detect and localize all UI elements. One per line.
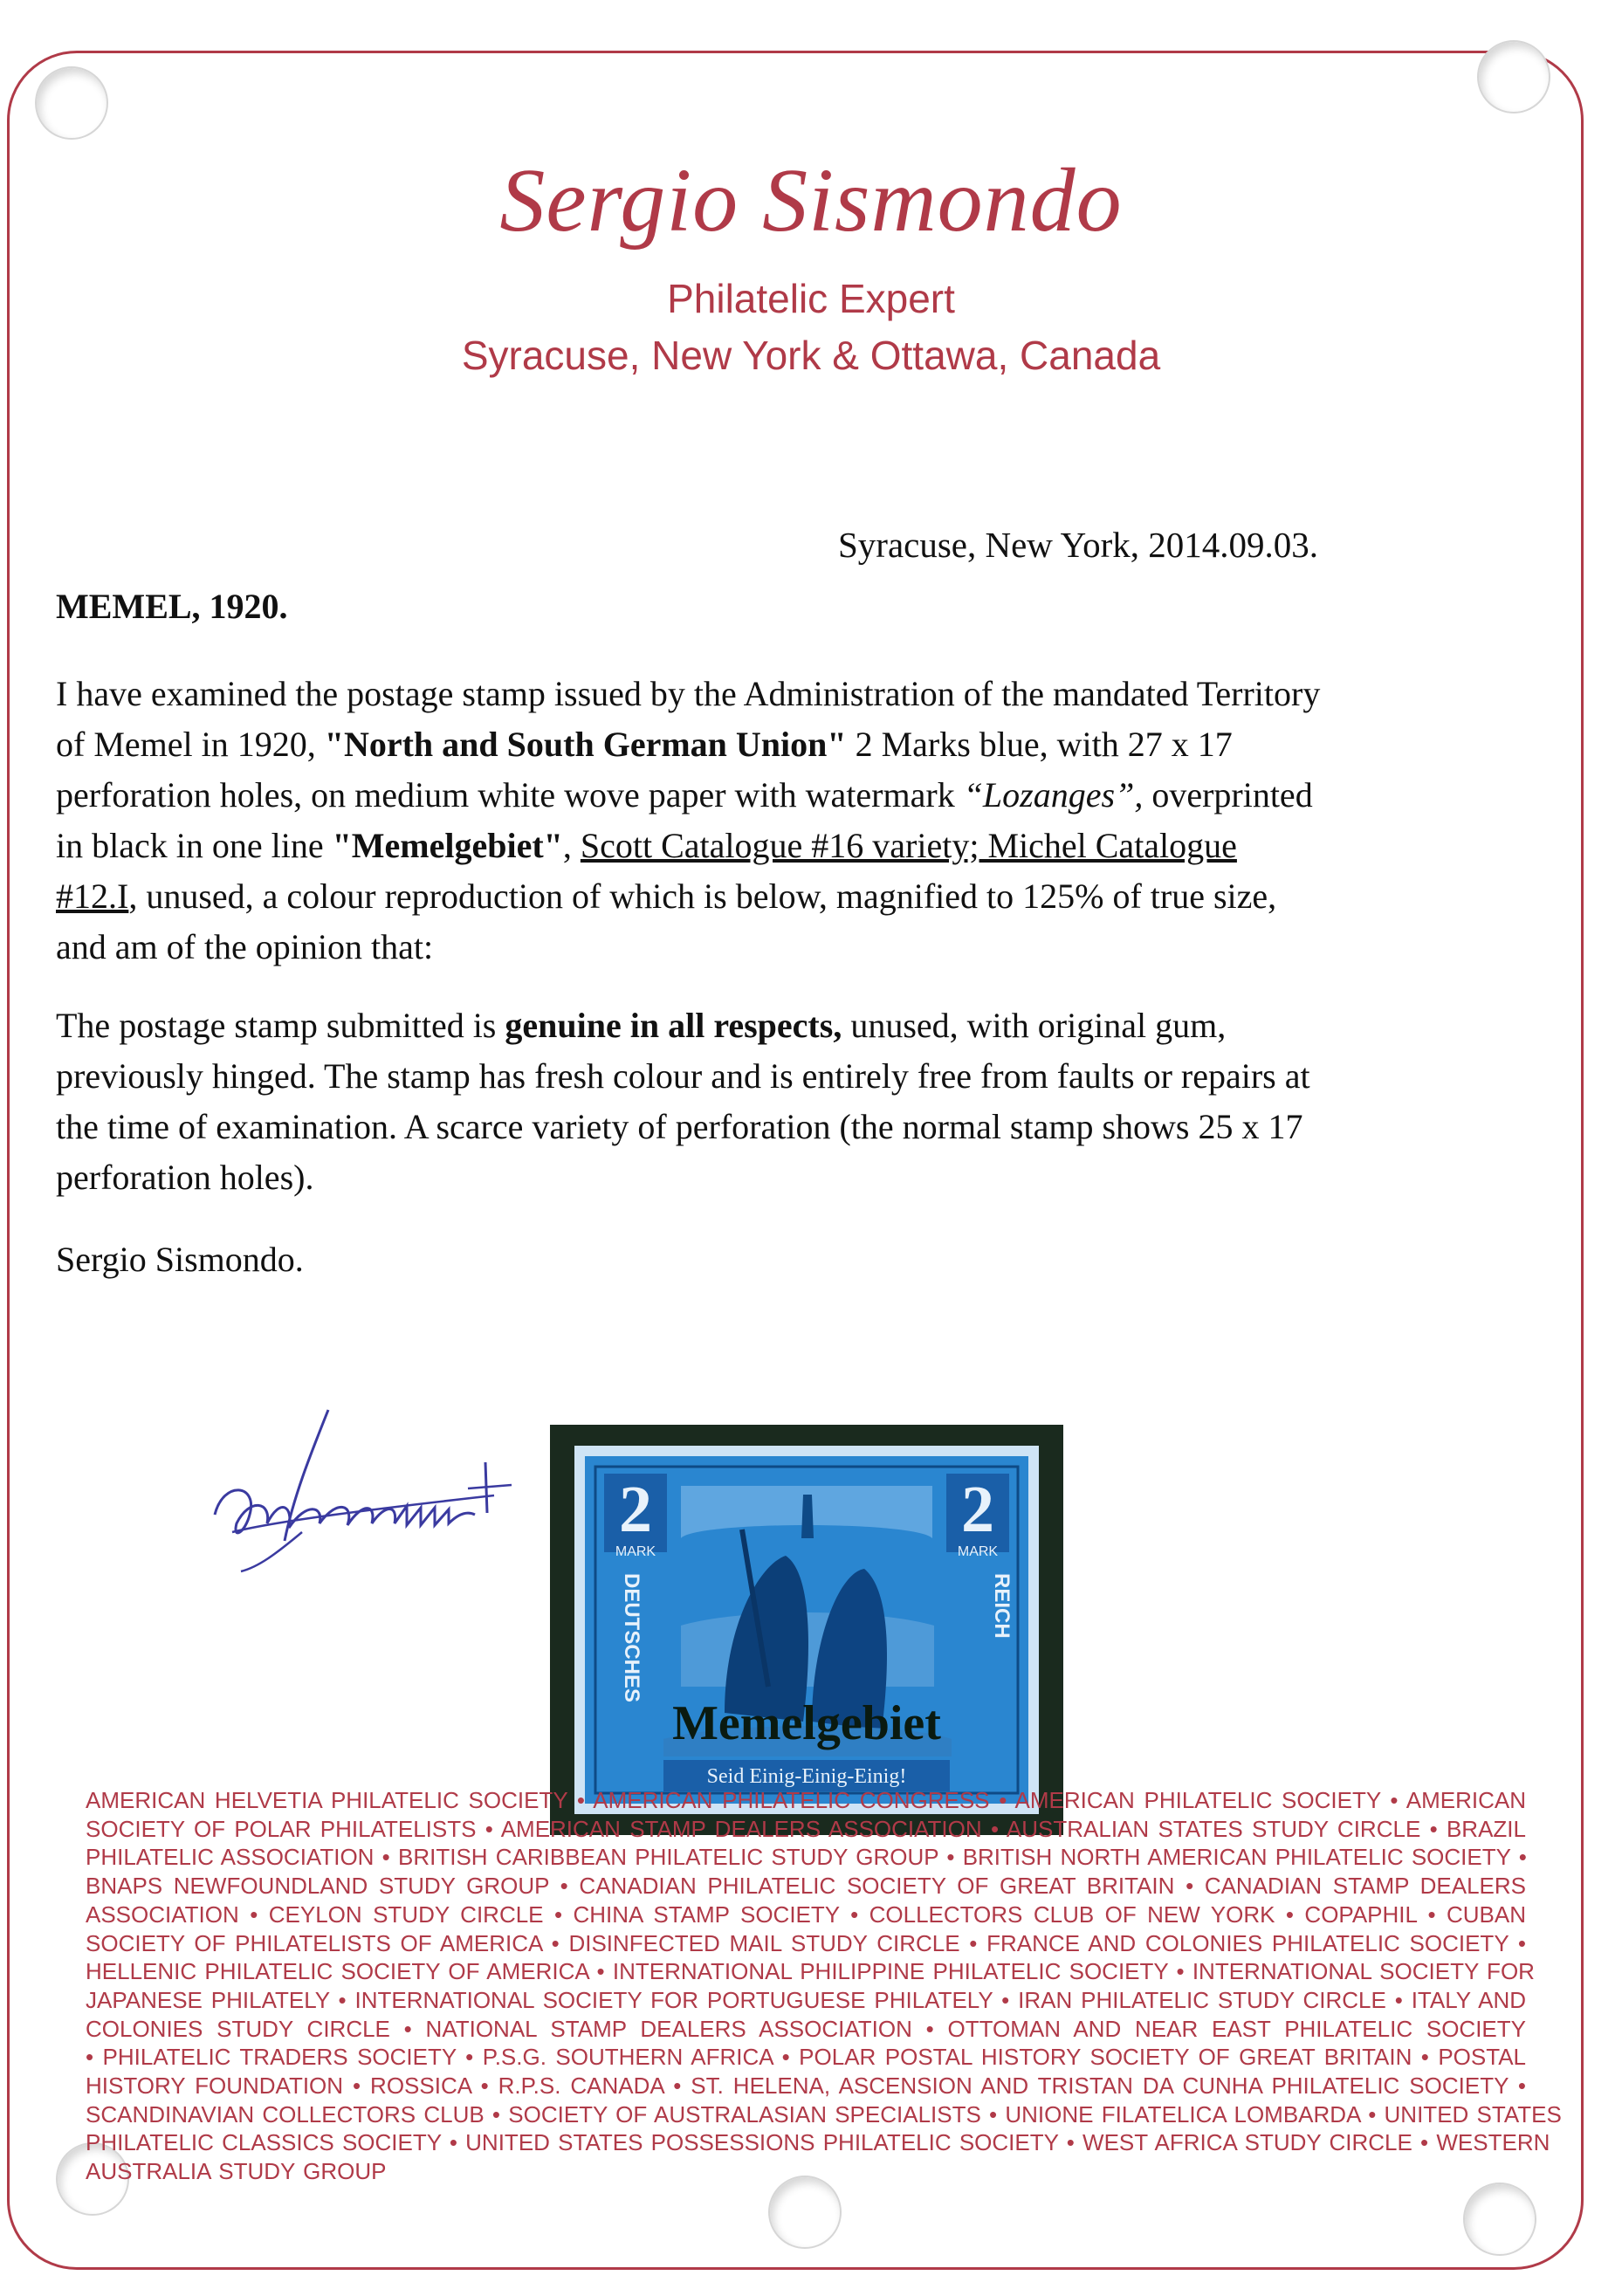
- catalogue-reference: Scott Catalogue #16 variety; Michel Catalogue: [580, 826, 1237, 865]
- opinion-paragraph: [56, 1000, 1310, 1203]
- handwritten-signature: [197, 1401, 564, 1576]
- societies-row: SOCIETY OF PHILATELISTS OF AMERICA • DISINFECTED MAIL STUDY CIRCLE • FRANCE AND COLONIES PHILATELIC SOCIETY •: [86, 1929, 1526, 1956]
- mark-left: MARK: [615, 1544, 656, 1559]
- societies-row: COLONIES STUDY CIRCLE • NATIONAL STAMP DEALERS ASSOCIATION • OTTOMAN AND NEAR EAST PHILATELIC SOCIETY: [86, 2015, 1526, 2042]
- paragraph-line: #12.I, unused, a colour reproduction of which is below, magnified to 125% of true size,: [56, 876, 1277, 916]
- paragraph-line: perforation holes, on medium white wove paper with watermark “Lozanges”, overprinted: [56, 775, 1313, 815]
- societies-row: HELLENIC PHILATELIC SOCIETY OF AMERICA • INTERNATIONAL PHILIPPINE PHILATELIC SOCIETY • INTERNATIONAL SOCIETY FOR: [86, 1958, 1535, 1985]
- societies-row: AUSTRALIA STUDY GROUP: [86, 2158, 387, 2185]
- societies-row: AMERICAN HELVETIA PHILATELIC SOCIETY • AMERICAN PHILATELIC CONGRESS • AMERICAN PHILATELIC SOCIETY • AMERICAN: [86, 1787, 1526, 1813]
- societies-row: BNAPS NEWFOUNDLAND STUDY GROUP • CANADIAN PHILATELIC SOCIETY OF GREAT BRITAIN • CANADIAN STAMP DEALERS: [86, 1873, 1526, 1900]
- verdict: genuine in all respects,: [505, 1006, 842, 1045]
- punch-hole-top-right: [1477, 40, 1550, 113]
- place-and-date: Syracuse, New York, 2014.09.03.: [838, 525, 1319, 565]
- closing-name: Sergio Sismondo.: [56, 1240, 304, 1279]
- michel-reference: #12.I: [56, 876, 129, 916]
- denomination-left: 2: [619, 1473, 652, 1546]
- mark-right: MARK: [957, 1544, 999, 1559]
- societies-row: ASSOCIATION • CEYLON STUDY CIRCLE • CHINA STAMP SOCIETY • COLLECTORS CLUB OF NEW YORK • COPAPHIL • CUBAN: [86, 1901, 1526, 1928]
- punch-hole-bottom-center: [768, 2176, 842, 2249]
- certificate-heading: MEMEL, 1920.: [56, 587, 288, 626]
- punch-hole-bottom-right: [1463, 2183, 1536, 2256]
- stamp-image: [550, 1425, 1063, 1835]
- societies-row: JAPANESE PHILATELY • INTERNATIONAL SOCIETY FOR PORTUGUESE PHILATELY • IRAN PHILATELIC STUDY CIRCLE • ITALY AND: [86, 1986, 1526, 2013]
- examination-paragraph: [56, 669, 1320, 973]
- expert-title: Philatelic Expert: [667, 276, 955, 321]
- societies-row: SCANDINAVIAN COLLECTORS CLUB • SOCIETY OF AUSTRALASIAN SPECIALISTS • UNIONE FILATELICA LOMBARDA • UNITED STATES: [86, 2100, 1562, 2128]
- societies-row: HISTORY FOUNDATION • ROSSICA • R.P.S. CANADA • ST. HELENA, ASCENSION AND TRISTAN DA CUNHA PHILATELIC SOCIETY •: [86, 2073, 1526, 2100]
- paragraph-line: of Memel in 1920, "North and South German Union" 2 Marks blue, with 27 x 17: [56, 725, 1233, 764]
- paragraph-line: The postage stamp submitted is genuine in all respects, unused, with original gum,: [56, 1006, 1227, 1045]
- denomination-right: 2: [961, 1473, 994, 1546]
- punch-hole-top-left: [35, 66, 108, 140]
- societies-row: SOCIETY OF POLAR PHILATELISTS • AMERICAN STAMP DEALERS ASSOCIATION • AUSTRALIAN STATES STUDY CIRCLE • BRAZIL: [86, 1815, 1526, 1842]
- paragraph-line: in black in one line "Memelgebiet", Scott Catalogue #16 variety; Michel Catalogue: [56, 826, 1237, 865]
- paragraph-line: I have examined the postage stamp issued by the Administration of the mandated Territory: [56, 674, 1321, 713]
- paragraph-line: and am of the opinion that:: [56, 927, 434, 966]
- expert-location: Syracuse, New York & Ottawa, Canada: [461, 333, 1161, 378]
- societies-list: [86, 1786, 1562, 2186]
- expert-name: Sergio Sismondo: [499, 150, 1123, 251]
- societies-row: • PHILATELIC TRADERS SOCIETY • P.S.G. SOUTHERN AFRICA • POLAR POSTAL HISTORY SOCIETY OF GREAT BRITAIN • POSTAL: [86, 2044, 1526, 2071]
- overprint-memelgebiet: Memelgebiet: [672, 1696, 941, 1750]
- societies-row: PHILATELIC CLASSICS SOCIETY • UNITED STATES POSSESSIONS PHILATELIC SOCIETY • WEST AFRICA STUDY CIRCLE • WESTERN: [86, 2129, 1550, 2156]
- stamp-motto: Seid Einig-Einig-Einig!: [706, 1765, 907, 1788]
- stamp-side-left: DEUTSCHES: [620, 1573, 643, 1703]
- paragraph-line: the time of examination. A scarce variety of perforation (the normal stamp shows 25 x 17: [56, 1107, 1303, 1146]
- stamp-side-right: REICH: [990, 1573, 1014, 1639]
- paragraph-line: previously hinged. The stamp has fresh colour and is entirely free from faults or repairs at: [56, 1056, 1310, 1096]
- paragraph-line: perforation holes).: [56, 1158, 314, 1197]
- societies-row: PHILATELIC ASSOCIATION • BRITISH CARIBBEAN PHILATELIC STUDY GROUP • BRITISH NORTH AMERICAN PHILATELIC SOCIETY •: [86, 1844, 1527, 1871]
